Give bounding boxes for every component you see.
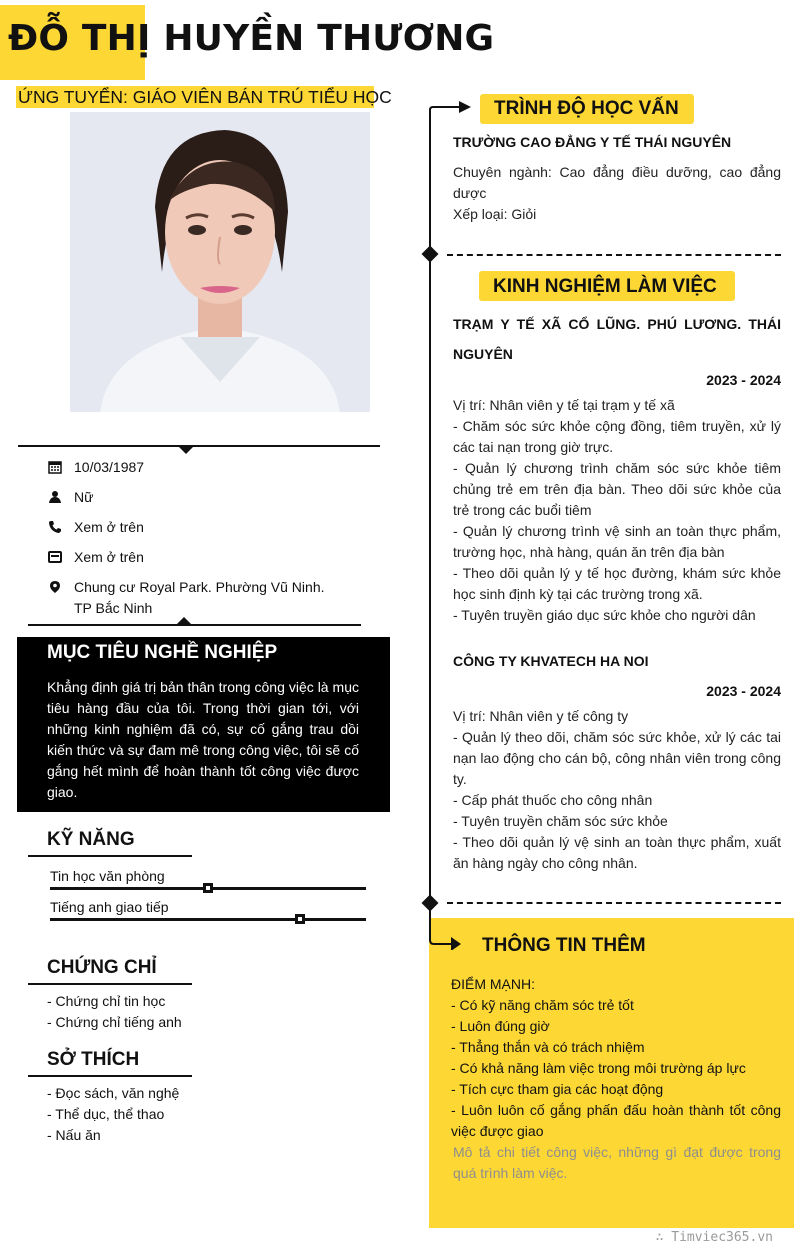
gender-text: Nữ [74, 489, 94, 505]
birthdate-row [48, 457, 368, 478]
gender-row [48, 487, 368, 508]
timeline-arrow-icon [429, 910, 465, 950]
strength-item: - Có kỹ năng chăm sóc trẻ tốt [451, 997, 634, 1013]
hobby-item: - Đọc sách, văn nghệ [47, 1085, 180, 1101]
skill-level-knob [203, 883, 213, 893]
section-divider [447, 902, 781, 904]
school-name: TRƯỜNG CAO ĐẲNG Y TẾ THÁI NGUYÊN [453, 134, 732, 150]
job-description [453, 706, 781, 874]
extra-placeholder-note: Mô tả chi tiết công việc, những gì đạt được trong quá trình làm việc. [453, 1144, 781, 1181]
hobbies-title: SỞ THÍCH [47, 1049, 140, 1070]
job-line: - Theo dõi quản lý y tế học đường, khám sức khỏe học sinh định kỳ tại các trường trong xã. [453, 565, 781, 602]
education-grade: Xếp loại: Giỏi [453, 206, 537, 222]
strength-item: - Tích cực tham gia các hoạt động [451, 1081, 664, 1097]
hobby-item: - Nấu ăn [47, 1127, 101, 1143]
timeline-node-icon [422, 246, 439, 263]
email-row [48, 547, 368, 568]
job-company: TRẠM Y TẾ XÃ CỔ LŨNG. PHÚ LƯƠNG. THÁI NGUYÊN [453, 316, 781, 362]
divider-arrow-icon [178, 446, 194, 454]
address-row [48, 577, 368, 619]
certificates-underline [28, 983, 192, 985]
calendar-icon [48, 460, 62, 474]
job-years: 2023 - 2024 [706, 372, 781, 388]
career-goal-text: Khẳng định giá trị bản thân trong công việc là mục tiêu hàng đầu của tôi. Trong thời gian tới, với những kinh nghiệm đã có, sự cố gắng trau dồi kiến thức và sự đam mê trong công việc, tôi sẽ cố gắng hết mình để hoàn thành tốt công việc được giao. [47, 679, 359, 800]
education-major: Chuyên ngành: Cao đẳng điều dưỡng, cao đẳng dược [453, 164, 781, 201]
birthdate-text: 10/03/1987 [74, 459, 145, 475]
job-line: - Quản lý chương trình vệ sinh an toàn thực phẩm, trường học, nhà hàng, quán ăn trên địa bàn [453, 523, 781, 560]
strength-item: - Luôn đúng giờ [451, 1018, 550, 1034]
job-description [453, 395, 781, 626]
job-line: - Quản lý theo dõi, chăm sóc sức khỏe, xử lý các tai nạn lao động cho cán bộ, công nhân viên trong công ty. [453, 729, 781, 787]
job-years: 2023 - 2024 [706, 683, 781, 699]
strength-item: - Có khả năng làm việc trong môi trường áp lực [451, 1060, 746, 1076]
certificate-item: - Chứng chỉ tin học [47, 993, 166, 1009]
job-line: - Tuyên truyền giáo dục sức khỏe cho người dân [453, 607, 756, 623]
hobby-item: - Thể dục, thể thao [47, 1106, 165, 1122]
hobbies-underline [28, 1075, 192, 1077]
email-icon [48, 550, 62, 564]
address-text: Chung cư Royal Park. Phường Vũ Ninh. [74, 579, 325, 595]
skill-label: Tiếng anh giao tiếp [50, 899, 169, 915]
skill-bar [50, 918, 366, 921]
skills-title: KỸ NĂNG [47, 829, 135, 850]
education-title: TRÌNH ĐỘ HỌC VẤN [494, 98, 679, 119]
phone-icon [48, 520, 62, 534]
extra-info-content [451, 974, 781, 1184]
phone-text: Xem ở trên [74, 519, 144, 535]
email-text: Xem ở trên [74, 549, 144, 565]
job-line: - Chăm sóc sức khỏe cộng đồng, tiêm truyền, xử lý các tai nạn trong giờ trực. [453, 418, 781, 455]
section-divider [447, 254, 781, 256]
strengths-heading: ĐIỂM MẠNH: [451, 976, 535, 992]
divider [28, 624, 361, 626]
person-icon [48, 490, 62, 504]
skill-label: Tin học văn phòng [50, 868, 165, 884]
job-line: - Cấp phát thuốc cho công nhân [453, 792, 653, 808]
job-line: Vị trí: Nhân viên y tế tại trạm y tế xã [453, 397, 675, 413]
applied-position: ỨNG TUYỂN: GIÁO VIÊN BÁN TRÚ TIỂU HỌC [18, 87, 392, 107]
strength-item: - Thẳng thắn và có trách nhiệm [451, 1039, 645, 1055]
divider-arrow-icon [176, 617, 192, 625]
timeline-arrow-icon [429, 100, 473, 122]
skills-underline [28, 855, 192, 857]
phone-row [48, 517, 368, 538]
career-goal-title: MỤC TIÊU NGHỀ NGHIỆP [47, 642, 278, 663]
timeline-line [429, 112, 431, 912]
divider [18, 445, 380, 447]
job-line: - Tuyên truyền chăm sóc sức khỏe [453, 813, 668, 829]
certificate-item: - Chứng chỉ tiếng anh [47, 1014, 182, 1030]
skill-level-knob [295, 914, 305, 924]
job-line: - Theo dõi quản lý vệ sinh an toàn thực phẩm, xuất ăn hàng ngày cho công nhân. [453, 834, 781, 871]
job-company: CÔNG TY KHVATECH HA NOI [453, 653, 649, 669]
location-icon [48, 580, 62, 594]
extra-info-title: THÔNG TIN THÊM [482, 935, 646, 956]
candidate-name: ĐỖ THỊ HUYỀN THƯƠNG [8, 18, 495, 59]
profile-photo [70, 112, 370, 412]
experience-title: KINH NGHIỆM LÀM VIỆC [493, 276, 717, 297]
job-line: - Quản lý chương trình chăm sóc sức khỏe tiêm chủng trẻ em trên địa bàn. Theo dõi sức khỏe của trẻ trong các buổi tiêm [453, 460, 781, 518]
strength-item: - Luôn luôn cố gắng phấn đấu hoàn thành tốt công việc được giao [451, 1102, 781, 1139]
timeline-node-icon [422, 895, 439, 912]
job-line: Vị trí: Nhân viên y tế công ty [453, 708, 629, 724]
watermark: ∴ Timviec365.vn [655, 1230, 773, 1245]
address-text-line2: TP Bắc Ninh [74, 600, 153, 616]
certificates-title: CHỨNG CHỈ [47, 957, 157, 978]
